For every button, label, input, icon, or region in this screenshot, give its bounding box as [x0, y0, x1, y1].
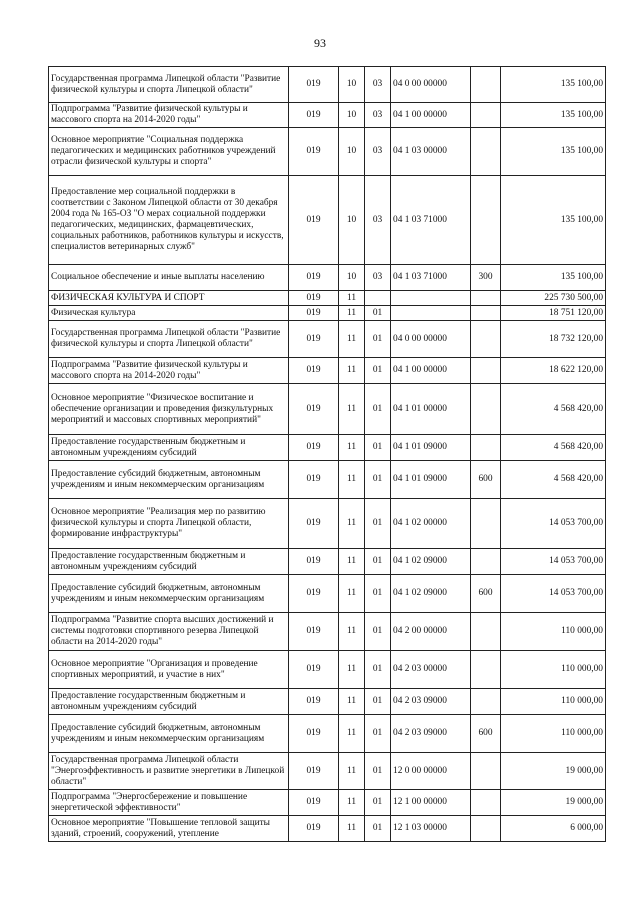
row-section-code: 11 — [339, 816, 365, 842]
row-subsection-code: 01 — [365, 715, 391, 753]
row-subsection-code: 03 — [365, 265, 391, 291]
table-row — [49, 613, 606, 651]
row-section-code: 11 — [339, 321, 365, 358]
row-amount: 225 730 500,00 — [501, 291, 606, 306]
table-row — [49, 265, 606, 291]
row-expense-type-code — [471, 435, 501, 461]
row-expense-type-code: 600 — [471, 715, 501, 753]
table-row — [49, 358, 606, 384]
row-amount: 110 000,00 — [501, 613, 606, 651]
row-ministry-code: 019 — [289, 715, 339, 753]
row-subsection-code: 01 — [365, 321, 391, 358]
row-subsection-code: 03 — [365, 67, 391, 103]
row-amount: 135 100,00 — [501, 103, 606, 128]
row-expense-type-code — [471, 358, 501, 384]
row-section-code: 11 — [339, 499, 365, 549]
row-amount: 110 000,00 — [501, 689, 606, 715]
row-expense-type-code — [471, 499, 501, 549]
row-section-code: 11 — [339, 715, 365, 753]
page-number: 93 — [314, 36, 326, 50]
row-amount: 14 053 700,00 — [501, 575, 606, 613]
row-target-article-code: 04 0 00 00000 — [391, 67, 471, 103]
row-name: Предоставление государственным бюджетным и автономным учреждениям субсидий — [49, 689, 289, 715]
row-ministry-code: 019 — [289, 103, 339, 128]
row-target-article-code — [391, 291, 471, 306]
row-section-code: 11 — [339, 291, 365, 306]
row-section-code: 11 — [339, 384, 365, 435]
row-subsection-code: 01 — [365, 651, 391, 689]
row-section-code: 11 — [339, 613, 365, 651]
row-target-article-code: 04 1 00 00000 — [391, 103, 471, 128]
row-ministry-code: 019 — [289, 790, 339, 816]
row-name: Государственная программа Липецкой области "Развитие физической культуры и спорта Липецкой области" — [49, 321, 289, 358]
row-expense-type-code — [471, 291, 501, 306]
row-amount: 135 100,00 — [501, 265, 606, 291]
row-name: Основное мероприятие "Повышение тепловой защиты зданий, строений, сооружений, утепление — [49, 816, 289, 842]
table-row — [49, 753, 606, 790]
row-ministry-code: 019 — [289, 321, 339, 358]
row-expense-type-code: 600 — [471, 575, 501, 613]
row-ministry-code: 019 — [289, 67, 339, 103]
row-expense-type-code — [471, 689, 501, 715]
row-section-code: 11 — [339, 753, 365, 790]
row-expense-type-code — [471, 321, 501, 358]
row-target-article-code: 04 0 00 00000 — [391, 321, 471, 358]
row-subsection-code: 01 — [365, 689, 391, 715]
table-row — [49, 176, 606, 265]
row-target-article-code: 04 2 03 00000 — [391, 651, 471, 689]
row-amount: 19 000,00 — [501, 790, 606, 816]
row-ministry-code: 019 — [289, 128, 339, 176]
row-name: Подпрограмма "Развитие спорта высших достижений и системы подготовки спортивного резерва Липецкой области на 2014-2020 годы" — [49, 613, 289, 651]
row-subsection-code: 03 — [365, 176, 391, 265]
row-name: Предоставление субсидий бюджетным, автономным учреждениям и иным некоммерческим организациям — [49, 461, 289, 499]
row-expense-type-code — [471, 384, 501, 435]
row-ministry-code: 019 — [289, 689, 339, 715]
row-amount: 18 751 120,00 — [501, 306, 606, 321]
row-expense-type-code — [471, 67, 501, 103]
table-row — [49, 128, 606, 176]
row-target-article-code: 12 0 00 00000 — [391, 753, 471, 790]
row-subsection-code: 01 — [365, 790, 391, 816]
table-row — [49, 435, 606, 461]
row-name: Физическая культура — [49, 306, 289, 321]
row-expense-type-code — [471, 651, 501, 689]
row-target-article-code: 04 1 03 71000 — [391, 265, 471, 291]
table-row — [49, 291, 606, 306]
row-target-article-code: 12 1 00 00000 — [391, 790, 471, 816]
row-amount: 110 000,00 — [501, 715, 606, 753]
row-ministry-code: 019 — [289, 753, 339, 790]
row-target-article-code: 04 1 03 71000 — [391, 176, 471, 265]
row-subsection-code: 01 — [365, 358, 391, 384]
row-name: Основное мероприятие "Организация и проведение спортивных мероприятий, и участие в них" — [49, 651, 289, 689]
table-row — [49, 715, 606, 753]
table-row — [49, 461, 606, 499]
row-subsection-code: 01 — [365, 435, 391, 461]
row-amount: 18 622 120,00 — [501, 358, 606, 384]
row-section-code: 10 — [339, 265, 365, 291]
row-amount: 110 000,00 — [501, 651, 606, 689]
row-name: Основное мероприятие "Социальная поддержка педагогических и медицинских работников учреждений отрасли физической культуры и спорта" — [49, 128, 289, 176]
row-subsection-code: 01 — [365, 461, 391, 499]
row-expense-type-code — [471, 176, 501, 265]
row-section-code: 10 — [339, 128, 365, 176]
row-expense-type-code — [471, 128, 501, 176]
row-name: Социальное обеспечение и иные выплаты населению — [49, 265, 289, 291]
row-section-code: 11 — [339, 358, 365, 384]
row-expense-type-code: 300 — [471, 265, 501, 291]
row-ministry-code: 019 — [289, 384, 339, 435]
row-ministry-code: 019 — [289, 549, 339, 575]
row-subsection-code: 01 — [365, 549, 391, 575]
row-name: Предоставление субсидий бюджетным, автономным учреждениям и иным некоммерческим организациям — [49, 575, 289, 613]
table-row — [49, 575, 606, 613]
row-target-article-code: 04 1 03 00000 — [391, 128, 471, 176]
table-row — [49, 67, 606, 103]
row-subsection-code: 01 — [365, 575, 391, 613]
row-section-code: 10 — [339, 67, 365, 103]
row-section-code: 11 — [339, 306, 365, 321]
row-name: ФИЗИЧЕСКАЯ КУЛЬТУРА И СПОРТ — [49, 291, 289, 306]
table-row — [49, 499, 606, 549]
row-ministry-code: 019 — [289, 461, 339, 499]
row-subsection-code: 01 — [365, 613, 391, 651]
row-target-article-code: 04 1 02 00000 — [391, 499, 471, 549]
row-expense-type-code — [471, 549, 501, 575]
row-ministry-code: 019 — [289, 176, 339, 265]
row-expense-type-code — [471, 103, 501, 128]
row-name: Основное мероприятие "Реализация мер по развитию физической культуры и спорта Липецкой области, формирование инфраструктуры" — [49, 499, 289, 549]
row-subsection-code: 01 — [365, 384, 391, 435]
row-ministry-code: 019 — [289, 265, 339, 291]
row-expense-type-code: 600 — [471, 461, 501, 499]
row-section-code: 11 — [339, 575, 365, 613]
row-name: Государственная программа Липецкой области "Энергоэффективность и развитие энергетики в Липецкой области" — [49, 753, 289, 790]
row-section-code: 11 — [339, 689, 365, 715]
row-section-code: 10 — [339, 103, 365, 128]
row-target-article-code: 04 1 02 09000 — [391, 549, 471, 575]
row-section-code: 11 — [339, 790, 365, 816]
row-amount: 4 568 420,00 — [501, 435, 606, 461]
row-amount: 135 100,00 — [501, 128, 606, 176]
row-subsection-code: 01 — [365, 306, 391, 321]
row-subsection-code: 03 — [365, 103, 391, 128]
row-amount: 4 568 420,00 — [501, 461, 606, 499]
row-amount: 18 732 120,00 — [501, 321, 606, 358]
row-subsection-code: 01 — [365, 816, 391, 842]
table-row — [49, 306, 606, 321]
row-expense-type-code — [471, 790, 501, 816]
row-target-article-code: 12 1 03 00000 — [391, 816, 471, 842]
table-row — [49, 103, 606, 128]
row-name: Предоставление субсидий бюджетным, автономным учреждениям и иным некоммерческим организациям — [49, 715, 289, 753]
row-name: Подпрограмма "Развитие физической культуры и массового спорта на 2014-2020 годы" — [49, 103, 289, 128]
table-row — [49, 321, 606, 358]
row-ministry-code: 019 — [289, 613, 339, 651]
row-target-article-code: 04 1 02 09000 — [391, 575, 471, 613]
row-expense-type-code — [471, 753, 501, 790]
row-amount: 14 053 700,00 — [501, 549, 606, 575]
row-amount: 19 000,00 — [501, 753, 606, 790]
row-ministry-code: 019 — [289, 435, 339, 461]
row-name: Подпрограмма "Энергосбережение и повышение энергетической эффективности" — [49, 790, 289, 816]
row-ministry-code: 019 — [289, 575, 339, 613]
row-amount: 14 053 700,00 — [501, 499, 606, 549]
row-expense-type-code — [471, 613, 501, 651]
row-expense-type-code — [471, 306, 501, 321]
budget-table — [48, 66, 606, 842]
row-ministry-code: 019 — [289, 651, 339, 689]
table-row — [49, 816, 606, 842]
row-section-code: 11 — [339, 549, 365, 575]
row-subsection-code — [365, 291, 391, 306]
row-target-article-code: 04 1 01 00000 — [391, 384, 471, 435]
row-subsection-code: 01 — [365, 499, 391, 549]
row-target-article-code — [391, 306, 471, 321]
row-name: Предоставление мер социальной поддержки в соответствии с Законом Липецкой области от 30 декабря 2004 года № 165-ОЗ "О мерах социальной поддержки педагогических, медицинских, фармацевтических, социальных работников, работников культуры и искусств, специалистов ветеринарных служб" — [49, 176, 289, 265]
row-target-article-code: 04 2 03 09000 — [391, 689, 471, 715]
row-target-article-code: 04 1 00 00000 — [391, 358, 471, 384]
row-name: Предоставление государственным бюджетным и автономным учреждениям субсидий — [49, 549, 289, 575]
row-ministry-code: 019 — [289, 306, 339, 321]
row-ministry-code: 019 — [289, 499, 339, 549]
row-amount: 135 100,00 — [501, 67, 606, 103]
table-row — [49, 651, 606, 689]
row-section-code: 11 — [339, 651, 365, 689]
row-subsection-code: 01 — [365, 753, 391, 790]
table-row — [49, 549, 606, 575]
row-target-article-code: 04 1 01 09000 — [391, 435, 471, 461]
row-expense-type-code — [471, 816, 501, 842]
table-row — [49, 790, 606, 816]
row-subsection-code: 03 — [365, 128, 391, 176]
budget-table-body — [49, 67, 606, 842]
row-ministry-code: 019 — [289, 291, 339, 306]
row-name: Подпрограмма "Развитие физической культуры и массового спорта на 2014-2020 годы" — [49, 358, 289, 384]
table-row — [49, 689, 606, 715]
row-amount: 6 000,00 — [501, 816, 606, 842]
row-target-article-code: 04 2 03 09000 — [391, 715, 471, 753]
row-amount: 135 100,00 — [501, 176, 606, 265]
row-section-code: 11 — [339, 461, 365, 499]
row-amount: 4 568 420,00 — [501, 384, 606, 435]
row-name: Основное мероприятие "Физическое воспитание и обеспечение организации и проведения физкультурных мероприятий и массовых спортивных мероприятий" — [49, 384, 289, 435]
row-ministry-code: 019 — [289, 358, 339, 384]
row-section-code: 10 — [339, 176, 365, 265]
row-name: Государственная программа Липецкой области "Развитие физической культуры и спорта Липецкой области" — [49, 67, 289, 103]
row-ministry-code: 019 — [289, 816, 339, 842]
table-row — [49, 384, 606, 435]
row-target-article-code: 04 1 01 09000 — [391, 461, 471, 499]
row-target-article-code: 04 2 00 00000 — [391, 613, 471, 651]
row-section-code: 11 — [339, 435, 365, 461]
row-name: Предоставление государственным бюджетным и автономным учреждениям субсидий — [49, 435, 289, 461]
